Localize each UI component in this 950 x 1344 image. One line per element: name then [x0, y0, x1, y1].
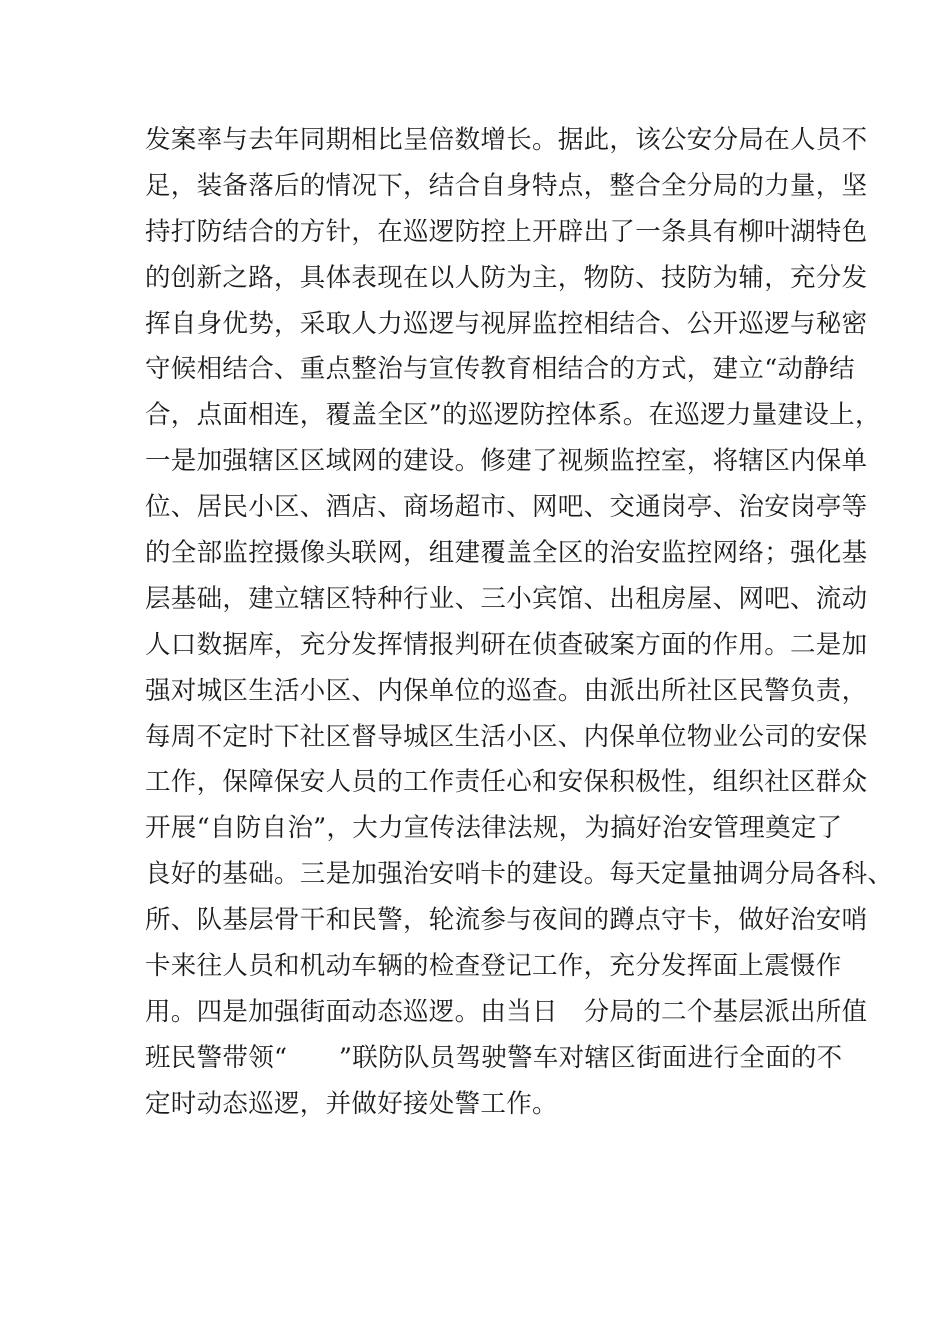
text-line: 开展“自防自治”，大力宣传法律法规，为搞好治安管理奠定了	[145, 813, 843, 844]
text-line: 挥自身优势，采取人力巡逻与视屏监控相结合、公开巡逻与秘密	[145, 308, 868, 339]
text-line: 位、居民小区、酒店、商场超市、网吧、交通岗亭、治安岗亭等	[145, 492, 868, 523]
text-line: 班民警带领“ ”联防队员驾驶警车对辖区街面进行全面的不	[145, 1042, 843, 1073]
text-line: 人口数据库，充分发挥情报判研在侦查破案方面的作用。二是加	[145, 629, 868, 660]
text-line: 发案率与去年同期相比呈倍数增长。据此，该公安分局在人员不	[145, 125, 868, 155]
text-line: 卡来往人员和机动车辆的检查登记工作，充分发挥面上震慑作	[145, 951, 842, 982]
text-line: 强对城区生活小区、内保单位的巡查。由派出所社区民警负责，	[145, 675, 868, 706]
text-line: 良好的基础。三是加强治安哨卡的建设。每天定量抽调分局各科、	[145, 859, 894, 890]
text-line: 所、队基层骨干和民警，轮流参与夜间的蹲点守卡，做好治安哨	[145, 905, 868, 936]
text-line: 的创新之路，具体表现在以人防为主，物防、技防为辅，充分发	[145, 262, 868, 293]
text-line: 定时动态巡逻，并做好接处警工作。	[145, 1088, 558, 1119]
text-line: 足，装备落后的情况下，结合自身特点，整合全分局的力量，坚	[145, 170, 868, 201]
text-line: 用。四是加强街面动态巡逻。由当日 分局的二个基层派出所值	[145, 996, 868, 1027]
text-line: 一是加强辖区区域网的建设。修建了视频监控室，将辖区内保单	[145, 446, 868, 477]
text-line: 持打防结合的方针，在巡逻防控上开辟出了一条具有柳叶湖特色	[145, 216, 868, 247]
text-line: 工作，保障保安人员的工作责任心和安保积极性，组织社区群众	[145, 767, 868, 798]
text-line: 层基础，建立辖区特种行业、三小宾馆、出租房屋、网吧、流动	[145, 583, 868, 614]
text-line: 守候相结合、重点整治与宣传教育相结合的方式，建立“动静结	[145, 354, 855, 385]
text-line: 的全部监控摄像头联网，组建覆盖全区的治安监控网络；强化基	[145, 538, 868, 569]
text-line: 合，点面相连，覆盖全区”的巡逻防控体系。在巡逻力量建设上，	[145, 400, 881, 431]
body-paragraph	[145, 118, 894, 1128]
text-line: 每周不定时下社区督导城区生活小区、内保单位物业公司的安保	[145, 721, 868, 752]
